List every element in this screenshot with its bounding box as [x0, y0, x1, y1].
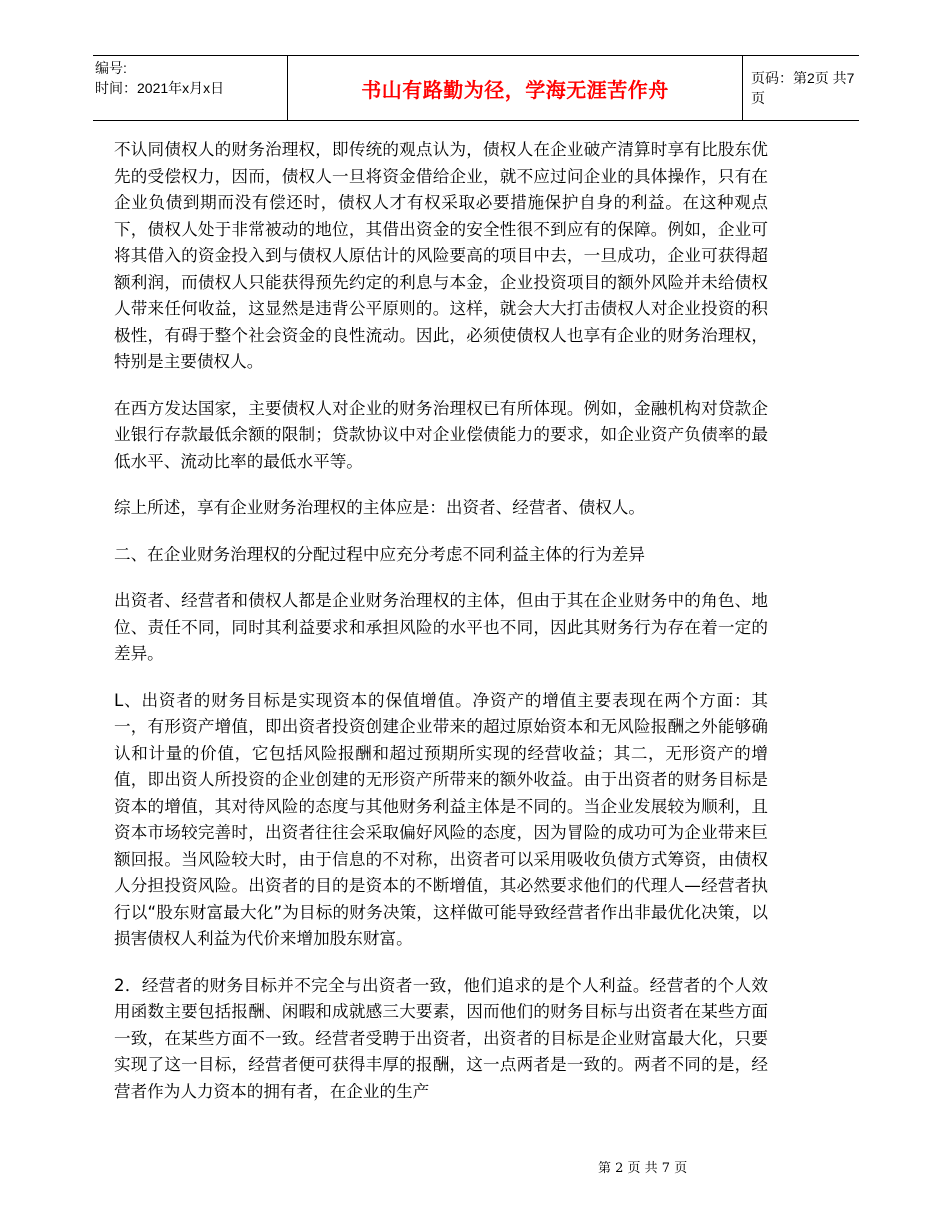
document-number-label: 编号: [95, 60, 127, 76]
body-paragraph: 不认同债权人的财务治理权，即传统的观点认为，债权人在企业破产清算时享有比股东优先的受偿权力，因而，债权人一旦将资金借给企业，就不应过问企业的具体操作，只有在企业负债到期而没有偿还时，债权人才有权采取必要措施保护自身的利益。在这种观点下，债权人处于非常被动的地位，其借出资金的安全性很不到应有的保障。例如，企业可将其借入的资金投入到与债权人原估计的风险要高的项目中去，一旦成功，企业可获得超额利润，而债权人只能获得预先约定的利息与本金，企业投资项目的额外风险并未给债权人带来任何收益，这显然是违背公平原则的。这样，就会大大打击债权人对企业投资的积极性，有碍于整个社会资金的良性流动。因此，必须使债权人也享有企业的财务治理权，特别是主要债权人。 [114, 140, 768, 371]
section-heading: 二、在企业财务治理权的分配过程中应充分考虑不同利益主体的行为差异 [114, 544, 645, 564]
header-motto: 书山有路勤为径，学海无涯苦作舟 [361, 77, 669, 102]
body-paragraph: 综上所述，享有企业财务治理权的主体应是：出资者、经营者、债权人。 [114, 498, 645, 517]
header-meta [95, 58, 287, 98]
body-paragraph: 出资者、经营者和债权人都是企业财务治理权的主体，但由于其在企业财务中的角色、地位、责任不同，同时其利益要求和承担风险的水平也不同，因此其财务行为存在着一定的差异。 [114, 591, 768, 663]
header-motto-cell [287, 56, 743, 120]
page-header [93, 55, 859, 121]
body-paragraph: L、出资者的财务目标是实现资本的保值增值。净资产的增值主要表现在两个方面：其一，有形资产增值，即出资者投资创建企业带来的超过原始资本和无风险报酬之外能够确认和计量的价值，它包括风险报酬和超过预期所实现的经营收益；其二，无形资产的增值，即出资人所投资的企业创建的无形资产所带来的额外收益。由于出资者的财务目标是资本的增值，其对待风险的态度与其他财务利益主体是不同的。当企业发展较为顺利，且资本市场较完善时，出资者往往会采取偏好风险的态度，因为冒险的成功可为企业带来巨额回报。当风险较大时，由于信息的不对称，出资者可以采用吸收负债方式筹资，由债权人分担投资风险。出资者的目的是资本的不断增值，其必然要求他们的代理人—经营者执行以“股东财富最大化”为目标的财务决策，这样做可能导致经营者作出非最优化决策，以损害债权人利益为代价来增加股东财富。 [114, 690, 768, 948]
header-page-info: 页码：第2页 共7页 [751, 70, 855, 106]
body-paragraph: 2．经营者的财务目标并不完全与出资者一致，他们追求的是个人利益。经营者的个人效用函数主要包括报酬、闲暇和成就感三大要素，因而他们的财务目标与出资者在某些方面一致，在某些方面不一致。经营者受聘于出资者，出资者的目标是企业财富最大化，只要实现了这一目标，经营者便可获得丰厚的报酬，这一点两者是一致的。两者不同的是，经营者作为人力资本的拥有者，在企业的生产 [114, 975, 768, 1101]
page-footer: 第 2 页 共 7 页 [598, 1161, 688, 1176]
document-body [114, 137, 768, 1125]
document-time-label: 时间：2021年x月x日 [95, 80, 225, 96]
body-paragraph: 在西方发达国家，主要债权人对企业的财务治理权已有所体现。例如，金融机构对贷款企业银行存款最低余额的限制；贷款协议中对企业偿债能力的要求，如企业资产负债率的最低水平、流动比率的最低水平等。 [114, 398, 768, 471]
